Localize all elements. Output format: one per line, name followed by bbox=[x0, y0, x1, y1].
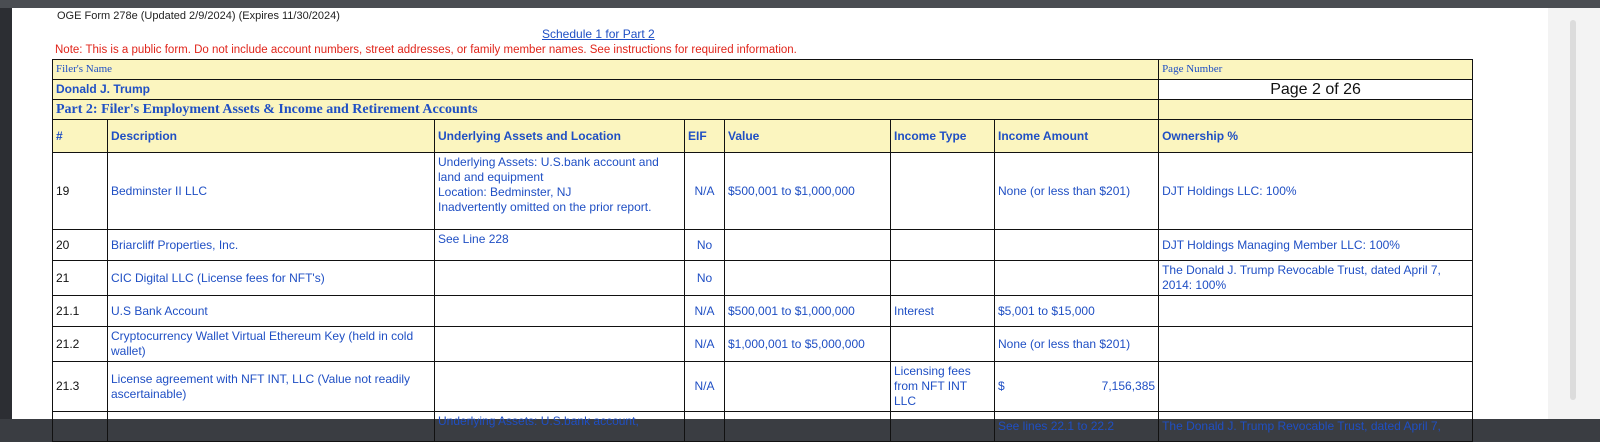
row-income-amount: $5,001 to $15,000 bbox=[995, 296, 1159, 327]
row-number: 21.3 bbox=[53, 362, 108, 412]
viewer-top-bar bbox=[0, 0, 1600, 8]
row-eif: N/A bbox=[685, 153, 725, 230]
income-amount-currency: $ bbox=[998, 379, 1005, 393]
table-row bbox=[53, 230, 1473, 261]
column-header-eif: EIF bbox=[685, 120, 725, 153]
row-description: U.S Bank Account bbox=[108, 296, 435, 327]
income-amount-number: 7,156,385 bbox=[1101, 379, 1156, 393]
row-eif bbox=[685, 412, 725, 442]
filer-name-label: Filer's Name bbox=[53, 60, 1159, 80]
row-income-type bbox=[891, 296, 995, 327]
row-income-type-line: Licensing fees bbox=[894, 364, 971, 378]
form-id: OGE Form 278e (Updated 2/9/2024) (Expires 11/30/2024) bbox=[57, 10, 340, 22]
column-header-num: # bbox=[53, 120, 108, 153]
row-income-type bbox=[891, 362, 995, 412]
row-underlying-assets-line: Underlying Assets: U.S.bank account and bbox=[438, 155, 659, 169]
table-row bbox=[53, 261, 1473, 296]
row-number: 20 bbox=[53, 230, 108, 261]
column-header-income-type: Income Type bbox=[891, 120, 995, 153]
row-income-amount bbox=[995, 230, 1159, 261]
row-income-type bbox=[891, 327, 995, 362]
row-income-amount bbox=[995, 261, 1159, 296]
column-header-ownership: Ownership % bbox=[1159, 120, 1473, 153]
column-header-description: Description bbox=[108, 120, 435, 153]
row-ownership bbox=[1159, 296, 1473, 327]
row-value bbox=[725, 412, 891, 442]
page-number-label: Page Number bbox=[1159, 60, 1473, 80]
row-description: Bedminster II LLC bbox=[108, 153, 435, 230]
row-number: 21.2 bbox=[53, 327, 108, 362]
row-value: $500,001 to $1,000,000 bbox=[725, 153, 891, 230]
row-description bbox=[108, 412, 435, 442]
row-income-type bbox=[891, 230, 995, 261]
row-description: Cryptocurrency Wallet Virtual Ethereum Key (held in cold wallet) bbox=[108, 327, 435, 362]
row-ownership bbox=[1159, 362, 1473, 412]
row-value bbox=[725, 230, 891, 261]
column-header-underlying: Underlying Assets and Location bbox=[435, 120, 685, 153]
row-income-amount: None (or less than $201) bbox=[995, 153, 1159, 230]
column-header-value: Value bbox=[725, 120, 891, 153]
viewer-left-edge bbox=[0, 8, 12, 419]
column-header-income-amount: Income Amount bbox=[995, 120, 1159, 153]
row-underlying-assets bbox=[435, 153, 685, 230]
row-number: 21 bbox=[53, 261, 108, 296]
public-form-note: Note: This is a public form. Do not include account numbers, street addresses, or family member names. See instructions for required information. bbox=[55, 44, 797, 56]
table-row bbox=[53, 362, 1473, 412]
row-underlying-assets-line: Location: Bedminster, NJ bbox=[438, 185, 572, 199]
table-row bbox=[53, 153, 1473, 230]
row-underlying-assets bbox=[435, 362, 685, 412]
row-value: $1,000,001 to $5,000,000 bbox=[725, 327, 891, 362]
row-underlying-assets bbox=[435, 296, 685, 327]
row-ownership: DJT Holdings LLC: 100% bbox=[1159, 153, 1473, 230]
row-underlying-assets-line: See Line 228 bbox=[438, 232, 509, 246]
page-number-value: Page 2 of 26 bbox=[1159, 80, 1473, 100]
row-underlying-assets bbox=[435, 261, 685, 296]
row-underlying-assets bbox=[435, 327, 685, 362]
row-eif: No bbox=[685, 261, 725, 296]
row-income-amount: None (or less than $201) bbox=[995, 327, 1159, 362]
row-description: License agreement with NFT INT, LLC (Value not readily ascertainable) bbox=[108, 362, 435, 412]
row-ownership bbox=[1159, 327, 1473, 362]
row-ownership: The Donald J. Trump Revocable Trust, dated April 7, 2014: 100% bbox=[1159, 261, 1473, 296]
row-underlying-assets-line: land and equipment bbox=[438, 170, 544, 184]
scrollbar-thumb[interactable] bbox=[1570, 20, 1576, 400]
row-value bbox=[725, 362, 891, 412]
row-number: 19 bbox=[53, 153, 108, 230]
row-income-type bbox=[891, 412, 995, 442]
filer-name: Donald J. Trump bbox=[53, 80, 1159, 100]
row-underlying-assets-line: Underlying Assets: U.S.bank account, bbox=[438, 414, 639, 428]
row-value bbox=[725, 261, 891, 296]
row-underlying-assets-line: Inadvertently omitted on the prior report. bbox=[438, 200, 652, 214]
row-eif: N/A bbox=[685, 327, 725, 362]
row-value: $500,001 to $1,000,000 bbox=[725, 296, 891, 327]
row-income-type-line: Interest bbox=[894, 303, 935, 318]
row-income-type-line: from NFT INT bbox=[894, 379, 968, 393]
row-number: 21.1 bbox=[53, 296, 108, 327]
row-underlying-assets bbox=[435, 230, 685, 261]
row-eif: N/A bbox=[685, 362, 725, 412]
row-income-type bbox=[891, 261, 995, 296]
row-income-amount: See lines 22.1 to 22.2 bbox=[995, 412, 1159, 442]
document-page bbox=[12, 8, 1548, 433]
table-row bbox=[53, 327, 1473, 362]
row-income-amount bbox=[995, 362, 1159, 412]
row-income-type-line: LLC bbox=[894, 394, 917, 408]
schedule-title-link[interactable]: Schedule 1 for Part 2 bbox=[542, 27, 655, 41]
row-ownership: The Donald J. Trump Revocable Trust, dated April 7, bbox=[1159, 412, 1473, 442]
row-underlying-assets bbox=[435, 412, 685, 442]
row-description: CIC Digital LLC (License fees for NFT's) bbox=[108, 261, 435, 296]
part-title-spacer bbox=[1159, 100, 1473, 120]
assets-table bbox=[52, 59, 1473, 442]
row-ownership: DJT Holdings Managing Member LLC: 100% bbox=[1159, 230, 1473, 261]
row-eif: No bbox=[685, 230, 725, 261]
row-income-type bbox=[891, 153, 995, 230]
part-title: Part 2: Filer's Employment Assets & Income and Retirement Accounts bbox=[53, 100, 1159, 120]
table-row bbox=[53, 296, 1473, 327]
row-eif: N/A bbox=[685, 296, 725, 327]
row-description: Briarcliff Properties, Inc. bbox=[108, 230, 435, 261]
table-row bbox=[53, 412, 1473, 442]
row-number bbox=[53, 412, 108, 442]
